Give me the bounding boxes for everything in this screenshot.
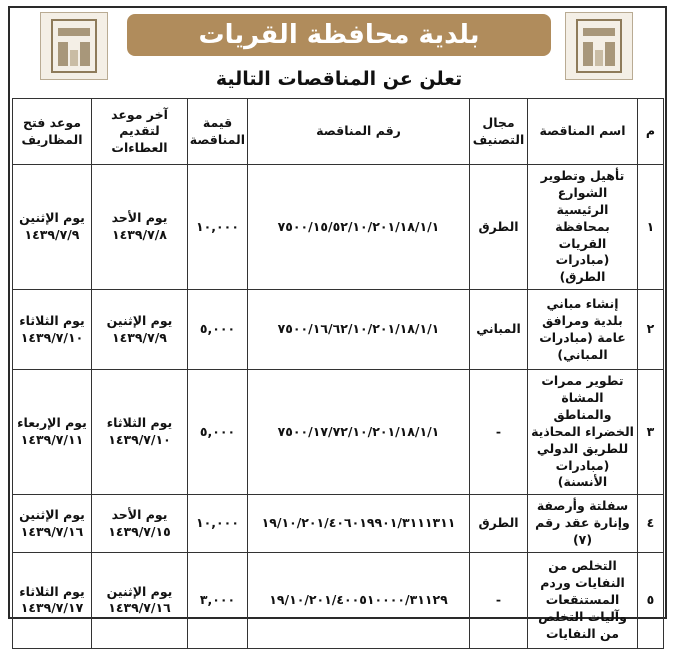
row-category: المباني [470,290,528,370]
deadline-day: يوم الإثنين [106,312,173,328]
row-tender-name: سفلتة وأرصفة وإنارة عقد رقم (٧) [528,495,638,553]
row-value: ٥,٠٠٠ [188,370,248,495]
header-deadline: آخر موعد لتقديم العطاءات [92,99,188,165]
row-tender-number: ٧٥٠٠/١٥/٥٢/١٠/٢٠١/١٨/١/١ [248,165,470,290]
row-value: ١٠,٠٠٠ [188,165,248,290]
row-category: - [470,370,528,495]
header-name: اسم المناقصة [528,99,638,165]
deadline-date: ١٤٣٩/٧/٨ [112,227,167,243]
deadline-date: ١٤٣٩/٧/١٠ [108,432,171,448]
opening-day: يوم الإثنين [19,506,85,522]
opening-date: ١٤٣٩/٧/١٧ [20,600,84,616]
tenders-table [12,98,664,649]
deadline-day: يوم الإثنين [106,583,173,599]
row-deadline [92,165,188,290]
row-index: ١ [638,165,664,290]
opening-date: ١٤٣٩/٧/٩ [24,227,80,243]
header-number: رقم المناقصة [248,99,470,165]
opening-day: يوم الثلاثاء [19,312,85,328]
opening-date: ١٤٣٩/٧/١١ [20,432,84,448]
row-opening [13,165,92,290]
header-index: م [638,99,664,165]
row-tender-number: ٧٥٠٠/١٦/٦٢/١٠/٢٠١/١٨/١/١ [248,290,470,370]
deadline-day: يوم الأحد [111,506,168,522]
deadline-date: ١٤٣٩/٧/١٦ [108,600,171,616]
row-deadline [92,495,188,553]
row-index: ٤ [638,495,664,553]
municipality-logo-left [40,12,108,80]
deadline-day: يوم الثلاثاء [106,415,173,431]
row-tender-number: ١٩/١٠/٢٠١/٤٠٦٠١٩٩٠١/٣١١١٣١١ [248,495,470,553]
row-index: ٥ [638,552,664,648]
row-deadline [92,290,188,370]
row-category: الطرق [470,495,528,553]
deadline-date: ١٤٣٩/٧/١٥ [108,523,171,539]
row-index: ٢ [638,290,664,370]
row-tender-name: إنشاء مباني بلدية ومرافق عامة (مبادرات المباني) [528,290,638,370]
row-opening [13,552,92,648]
opening-date: ١٤٣٩/٧/١٠ [20,329,84,345]
table-row [13,495,664,553]
table-row [13,552,664,648]
opening-date: ١٤٣٩/٧/١٦ [20,523,84,539]
row-deadline [92,552,188,648]
logo-emblem-icon [44,16,104,76]
table-row [13,370,664,495]
deadline-day: يوم الأحد [111,210,168,226]
municipality-logo-right [565,12,633,80]
table-header-row [13,99,664,165]
row-tender-name: التخلص من النفايات وردم المستنقعات وآليات التخلص من النفايات [528,552,638,648]
row-deadline [92,370,188,495]
row-tender-name: تأهيل وتطوير الشوارع الرئيسية بمحافظة القريات (مبادرات الطرق) [528,165,638,290]
row-value: ٥,٠٠٠ [188,290,248,370]
row-tender-number: ٧٥٠٠/١٧/٧٢/١٠/٢٠١/١٨/١/١ [248,370,470,495]
page-title: بلدية محافظة القريات [127,14,551,56]
row-category: الطرق [470,165,528,290]
opening-day: يوم الإربعاء [17,415,87,431]
page-subtitle: تعلن عن المناقصات التالية [215,68,463,90]
row-opening [13,495,92,553]
row-tender-name: تطوير ممرات المشاة والمناطق الخضراء المحاذية للطريق الدولي (مبادرات الأنسنة) [528,370,638,495]
row-tender-number: ١٩/١٠/٢٠١/٤٠٠٥١٠٠٠٠/٣١١٢٩ [248,552,470,648]
deadline-date: ١٤٣٩/٧/٩ [112,329,167,345]
logo-emblem-icon [569,16,629,76]
row-value: ١٠,٠٠٠ [188,495,248,553]
table-row [13,165,664,290]
row-opening [13,290,92,370]
row-value: ٣,٠٠٠ [188,552,248,648]
header-value: قيمة المناقصة [188,99,248,165]
row-opening [13,370,92,495]
opening-day: يوم الثلاثاء [19,583,85,599]
row-index: ٣ [638,370,664,495]
table-row [13,290,664,370]
header-category: مجال التصنيف [470,99,528,165]
row-category: - [470,552,528,648]
header-opening: موعد فتح المظاريف [13,99,92,165]
opening-day: يوم الإثنين [19,210,85,226]
